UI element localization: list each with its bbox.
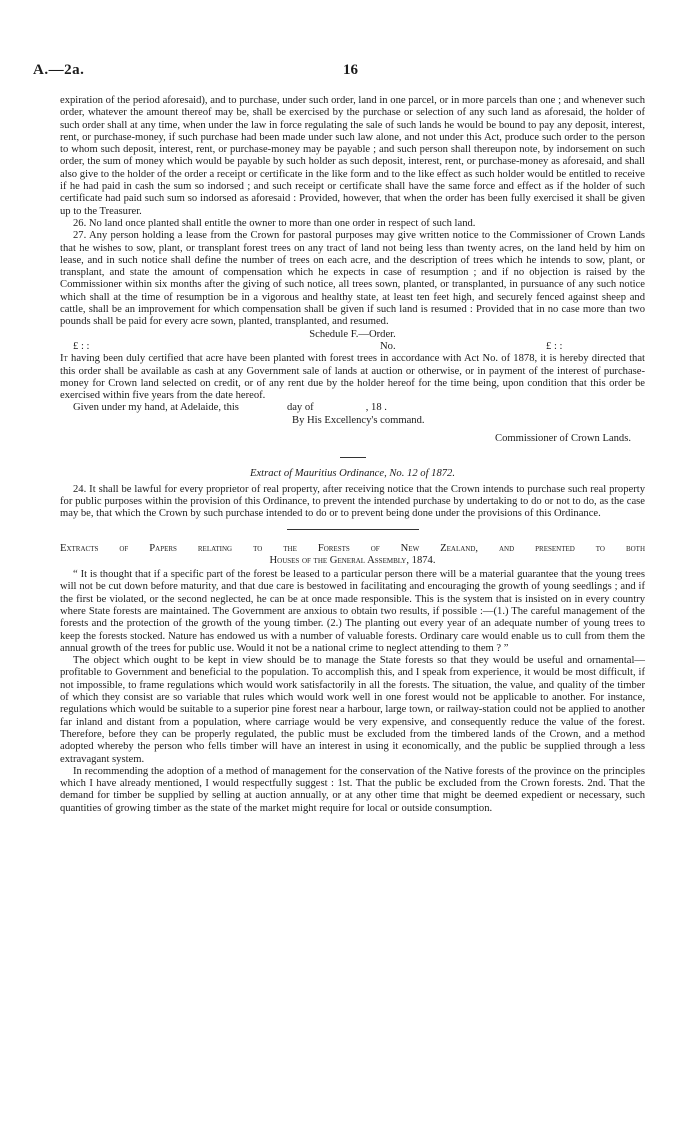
extract-paragraph-24: 24. It shall be lawful for every proprietor of real property, after receiving notice that the Crown intends to purchase such real property for public purposes within the provision of this Ordinance, to prevent the intended purchase by undertaking to do or not to do, as the case may be, that which the Crown by such purchase intended to do or to prevent being done under the provisions of this Ordinance. xyxy=(60,483,645,520)
divider-short xyxy=(340,457,366,458)
schedule-amounts-row xyxy=(60,341,645,353)
schedule-signatory: Commissioner of Crown Lands. xyxy=(495,433,631,445)
order-body: having been duly certified that acre have been planted with forest trees in accordance with Act No. of 1878, it is hereby directed that this order shall be available as cash at any Government sale of lands at auction or otherwise, or in payment of the interest of purchase-money for Crown land selected on credit, or of any rent due by the holder hereof for the time being, upon condition that this order be exercised within five years from the date hereof. xyxy=(60,353,645,402)
nz-paragraph-3: In recommending the adoption of a method of management for the conservation of the Native forests of the province on the principles which I have already mentioned, I would respectfully suggest : 1st. That the public be excluded from the Crown forests. 2nd. That the demand for timber be supplied by selling at auction annually, or at any other time that might be deemed expedient or necessary, such quantities of growing timber as the state of the market might require for local or outside consumption. xyxy=(60,765,645,814)
schedule-number: No. xyxy=(380,340,396,352)
schedule-amount-right: £ : : xyxy=(546,340,563,352)
paragraph-26: 26. No land once planted shall entitle the owner to more than one order in respect of such land. xyxy=(73,217,476,229)
schedule-order-text xyxy=(60,353,645,402)
nz-paragraph-1: “ It is thought that if a specific part of the forest be leased to a particular person there will be a material guarantee that the young trees will not be cut down before maturity, and that due care is bestowed in facilitating and encouraging the growth of young seedlings ; and if the first be violated, or the second neglected, he can be at once made responsible. This is the system that is insisted on in every country where State forests are maintained. The Government are anxious to obtain two results, if possible :—(1.) The careful management of the forests and the protection of the growth of the young timber. (2.) The planting out every year of an adequate number of young trees to keep the forests stocked. Nature has endowed us with a number of valuable forests. Ordinary care would enable us to cull from them the annual growth of the trees for public use. Would it not be a national crime to neglect attending to them ? ” xyxy=(60,569,645,654)
schedule-amount-left: £ : : xyxy=(73,340,90,352)
paragraph-27: 27. Any person holding a lease from the Crown for pastoral purposes may give written notice to the Commissioner of Crown Lands that he wishes to sow, plant, or transplant forest trees on any tract of land not being less than twenty acres, on the land held by him on lease, and in such notice shall define the number of trees on each acre, and the description of trees which he intends to sow, plant, or transplant, and state the amount of compensation which he expects in case of resumption ; and if no objection is raised by the Commissioner within six months after the giving of such notice, all trees sown, planted, or transplanted, in pursuance of any such notice which shall at the time of resumption be in a vigorous and healthy state, at least ten feet high, and securely fenced against sheep and cattle, shall be an improvement for which compensation shall be given if such land is resumed : Provided that in no case more than two pounds shall be paid for every acre sown, planted, transplanted, and resumed. xyxy=(60,230,645,328)
order-first-word: It xyxy=(60,353,68,365)
document-reference: A.—2a. xyxy=(33,62,85,78)
section-title-line2: Houses of the General Assembly, 1874. xyxy=(269,554,436,566)
section-title-line1: Extracts of Papers relating to the Forests of New Zealand, and presented to both xyxy=(60,542,645,554)
nz-paragraph-2: The object which ought to be kept in view should be to manage the State forests so that they would be useful and ornamental—profitable to Government and beneficial to the population. To accomplish this, and I speak from experience, it would be most difficult, if not impossible, to frame regulations which would work satisfactorily in all the forests. The situation, the value, and quality of the timber of which they consist are so variable that rules which would work well in one forest would not be applicable to another. For instance, regulations which would be suitable to a superior pine forest near a harbour, large town, or railway-station could not be applied to another far inland and distant from a population, where carriage would be very expensive, and consequently reduce the value of the forest. Therefore, before they can be properly regulated, the public must be excluded from the timbered lands of the Crown, and a method adopted whereby the person who fells timber will have an interest in using it economically, and the public be supplied through a less extravagant system. xyxy=(60,655,645,765)
schedule-title: Schedule F.—Order. xyxy=(309,328,396,340)
page-header xyxy=(33,62,668,78)
divider-long xyxy=(287,529,419,530)
page-number: 16 xyxy=(343,62,358,78)
schedule-given-line: Given under my hand, at Adelaide, this day of , 18 . xyxy=(73,402,387,414)
body-text xyxy=(60,95,645,815)
paragraph-continuation: expiration of the period aforesaid), and to purchase, under such order, land in one parcel, or in more parcels than one ; and whenever such order, whatever the amount thereof may be, shall be exercised by the purchase or selection of any such land as aforesaid, the holder of such order shall at any time, when under the law in force regulating the sale of such lands he would be bound to pay any deposit, interest, rent, or purchase-money, if such purchase had been made under such law alone, and not under this Act, produce such order to the person to whom such deposit, interest, rent, or purchase-money may be payable ; and such person shall thereupon note, by indorsement on such order, the sum of money which would be payable by such holder as such deposit, interest, rent, or purchase-money as aforesaid, and shall also give to the holder of the order a receipt or certificate in the like form and to the like effect as such holder would be entitled to receive if he had paid in cash the sum so indorsed ; and such receipt or certificate shall have the same force and effect as if the holder of such certificate had paid such sum so indorsed as aforesaid : Provided, however, that when the order has been fully exercised it shall be given up to the Treasurer. xyxy=(60,95,645,217)
extract-title: Extract of Mauritius Ordinance, No. 12 of 1872. xyxy=(250,468,455,480)
schedule-excellency: By His Excellency's command. xyxy=(292,414,425,426)
